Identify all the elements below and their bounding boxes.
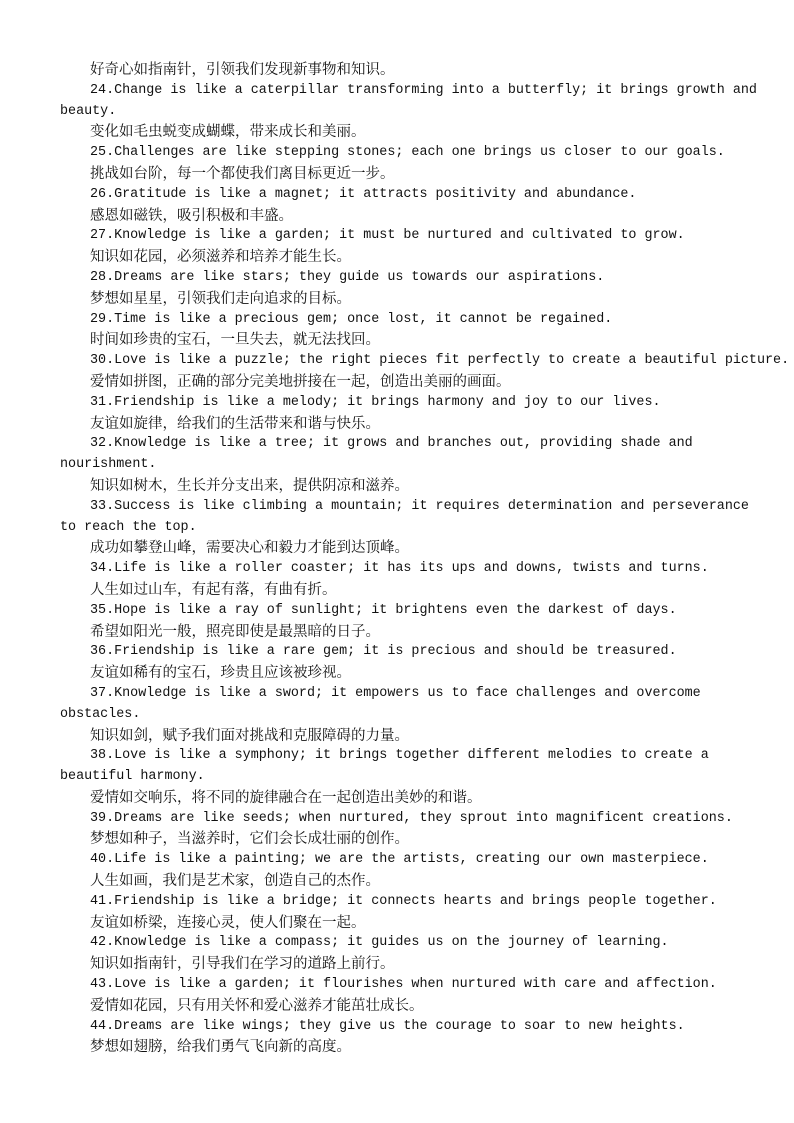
english-continuation-line: beautiful harmony. [60,769,205,785]
document-page [0,60,794,1058]
chinese-translation-line: 爱情如拼图，正确的部分完美地拼接在一起，创造出美丽的画面。 [90,373,511,390]
english-sentence-line: 29.Time is like a precious gem; once lost, it cannot be regained. [90,311,613,327]
chinese-translation-line: 人生如画，我们是艺术家，创造自己的杰作。 [90,873,380,890]
chinese-translation-line: 梦想如种子，当滋养时，它们会长成壮丽的创作。 [90,831,409,848]
english-sentence-line: 41.Friendship is like a bridge; it connects hearts and brings people together. [90,893,717,909]
chinese-translation-line: 友谊如旋律，给我们的生活带来和谐与快乐。 [90,415,380,432]
english-sentence-line: 31.Friendship is like a melody; it brings harmony and joy to our lives. [90,394,661,410]
chinese-translation-line: 梦想如星星，引领我们走向追求的目标。 [90,290,351,307]
english-continuation-line: to reach the top. [60,519,197,535]
english-sentence-line: 39.Dreams are like seeds; when nurtured, they sprout into magnificent creations. [90,810,733,826]
english-sentence-line: 42.Knowledge is like a compass; it guides us on the journey of learning. [90,935,669,951]
english-sentence-line: 26.Gratitude is like a magnet; it attracts positivity and abundance. [90,186,637,202]
english-sentence-line: 43.Love is like a garden; it flourishes when nurtured with care and affection. [90,977,717,993]
chinese-translation-line: 希望如阳光一般，照亮即使是最黑暗的日子。 [90,623,380,640]
chinese-translation-line: 挑战如台阶，每一个都使我们离目标更近一步。 [90,165,395,182]
chinese-translation-line: 知识如剑，赋予我们面对挑战和克服障碍的力量。 [90,727,409,744]
chinese-translation-line: 爱情如交响乐，将不同的旋律融合在一起创造出美妙的和谐。 [90,789,482,806]
chinese-translation-line: 好奇心如指南针，引领我们发现新事物和知识。 [90,62,395,78]
english-sentence-line: 44.Dreams are like wings; they give us the courage to soar to new heights. [90,1018,685,1034]
english-sentence-line: 25.Challenges are like stepping stones; each one brings us closer to our goals. [90,145,725,161]
english-continuation-line: nourishment. [60,457,157,473]
english-sentence-line: 33.Success is like climbing a mountain; it requires determination and perseverance [90,498,749,514]
english-continuation-line: obstacles. [60,706,141,722]
chinese-translation-line: 友谊如稀有的宝石，珍贵且应该被珍视。 [90,665,351,682]
chinese-translation-line: 爱情如花园，只有用关怀和爱心滋养才能茁壮成长。 [90,997,424,1014]
english-sentence-line: 35.Hope is like a ray of sunlight; it brightens even the darkest of days. [90,602,677,618]
chinese-translation-line: 友谊如桥梁，连接心灵，使人们聚在一起。 [90,914,366,931]
english-continuation-line: beauty. [60,103,117,119]
english-sentence-line: 24.Change is like a caterpillar transforming into a butterfly; it brings growth and [90,82,757,98]
chinese-translation-line: 知识如花园，必须滋养和培养才能生长。 [90,249,351,266]
english-sentence-line: 27.Knowledge is like a garden; it must be nurtured and cultivated to grow. [90,228,685,244]
english-sentence-line: 37.Knowledge is like a sword; it empowers us to face challenges and overcome [90,685,701,701]
chinese-translation-line: 知识如指南针，引导我们在学习的道路上前行。 [90,956,395,973]
english-sentence-line: 28.Dreams are like stars; they guide us towards our aspirations. [90,269,605,285]
english-sentence-line: 30.Love is like a puzzle; the right pieces fit perfectly to create a beautiful picture. [90,353,790,369]
chinese-translation-line: 感恩如磁铁，吸引积极和丰盛。 [90,207,293,224]
english-sentence-line: 40.Life is like a painting; we are the artists, creating our own masterpiece. [90,852,709,868]
chinese-translation-line: 成功如攀登山峰，需要决心和毅力才能到达顶峰。 [90,540,409,557]
chinese-translation-line: 时间如珍贵的宝石，一旦失去，就无法找回。 [90,332,380,349]
chinese-translation-line: 变化如毛虫蜕变成蝴蝶，带来成长和美丽。 [90,124,366,141]
english-sentence-line: 34.Life is like a roller coaster; it has its ups and downs, twists and turns. [90,561,709,577]
chinese-translation-line: 人生如过山车，有起有落，有曲有折。 [90,581,337,598]
english-sentence-line: 32.Knowledge is like a tree; it grows and branches out, providing shade and [90,436,693,452]
english-sentence-line: 38.Love is like a symphony; it brings together different melodies to create a [90,748,709,764]
english-sentence-line: 36.Friendship is like a rare gem; it is precious and should be treasured. [90,644,677,660]
chinese-translation-line: 知识如树木，生长并分支出来，提供阴凉和滋养。 [90,477,409,494]
chinese-translation-line: 梦想如翅膀，给我们勇气飞向新的高度。 [90,1039,351,1056]
